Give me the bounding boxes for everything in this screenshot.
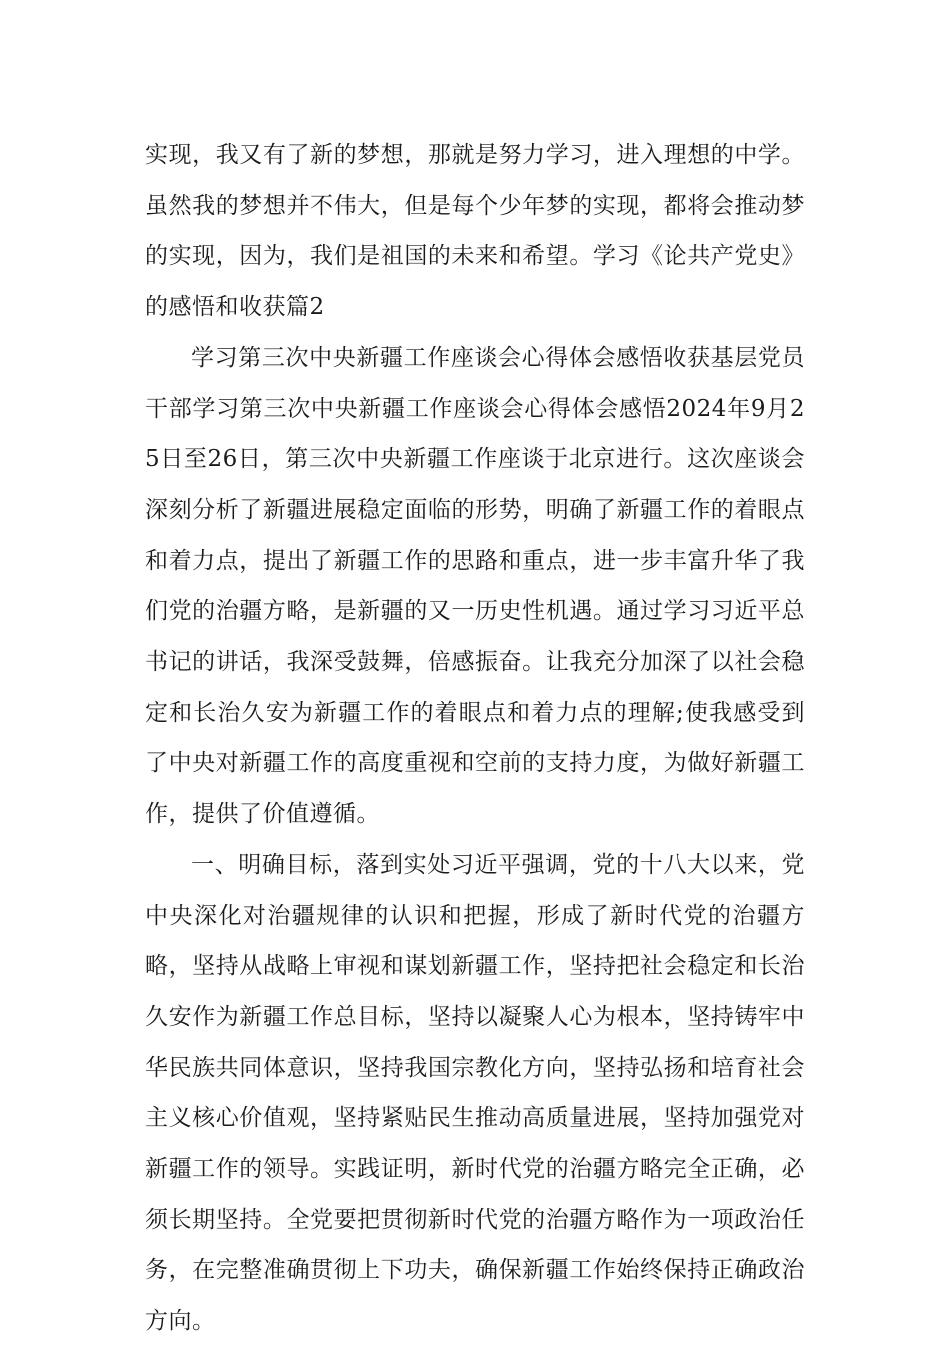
paragraph-1: 实现，我又有了新的梦想，那就是努力学习，进入理想的中学。虽然我的梦想并不伟大，但是每个少年梦的实现，都将会推动梦的实现，因为，我们是祖国的未来和希望。学习《论共产党史》的感悟和收获篇2 xyxy=(145,142,805,321)
paragraph-2: 学习第三次中央新疆工作座谈会心得体会感悟收获基层党员干部学习第三次中央新疆工作座谈会心得体会感悟2024年9月25日至26日，第三次中央新疆工作座谈于北京进行。这次座谈会深刻分析了新疆进展稳定面临的形势，明确了新疆工作的着眼点和着力点，提出了新疆工作的思路和重点，进一步丰富升华了我们党的治疆方略，是新疆的又一历史性机遇。通过学习习近平总书记的讲话，我深受鼓舞，倍感振奋。让我充分加深了以社会稳定和长治久安为新疆工作的着眼点和着力点的理解;使我感受到了中央对新疆工作的高度重视和空前的支持力度，为做好新疆工作，提供了价值遵循。 xyxy=(145,344,805,828)
paragraph-3: 一、明确目标，落到实处习近平强调，党的十八大以来，党中央深化对治疆规律的认识和把握，形成了新时代党的治疆方略，坚持从战略上审视和谋划新疆工作，坚持把社会稳定和长治久安作为新疆工作总目标，坚持以凝聚人心为根本，坚持铸牢中华民族共同体意识，坚持我国宗教化方向，坚持弘扬和培育社会主义核心价值观，坚持紧贴民生推动高质量进展，坚持加强党对新疆工作的领导。实践证明，新时代党的治疆方略完全正确，必须长期坚持。全党要把贯彻新时代党的治疆方略作为一项政治任务，在完整准确贯彻上下功夫，确保新疆工作始终保持正确政治方向。 xyxy=(145,851,805,1335)
document-body xyxy=(145,130,805,1347)
